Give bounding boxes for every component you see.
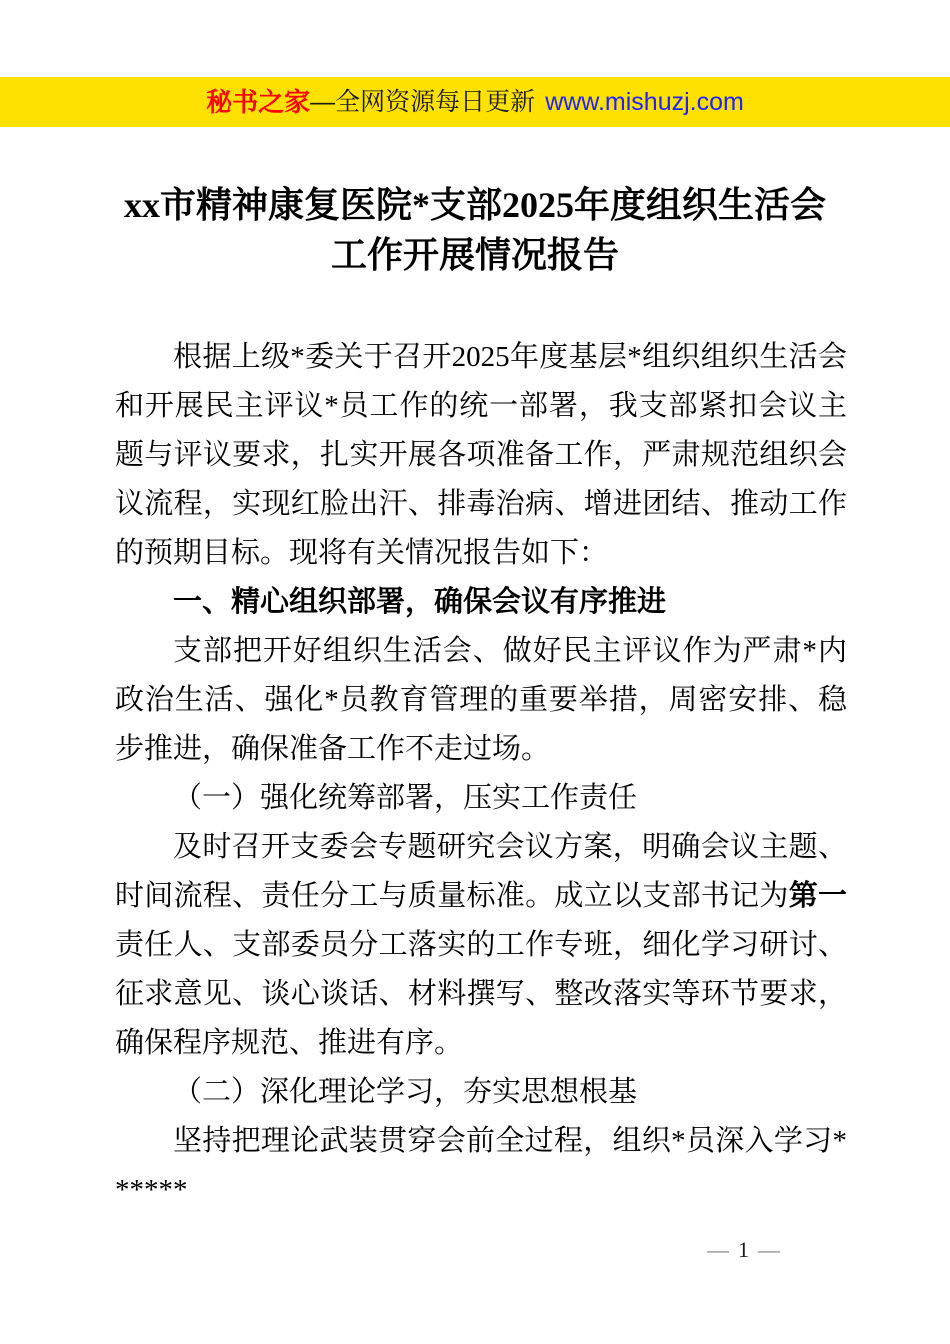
paragraph-subsection-1-2 <box>115 1117 847 1215</box>
paragraph-subsection-1-1 <box>115 823 847 1068</box>
header-banner <box>0 77 950 127</box>
document-title-line-1: xx市精神康复医院*支部2025年度组织生活会 <box>123 185 826 225</box>
footer-dash-right: — <box>758 1237 780 1262</box>
text-run: 支部把开好组织生活会、做好民主评议作为严肃*内政治生活、强化*员教育管理的重要举措，周密安排、稳步推进，确保准备工作不走过场。 <box>115 635 847 765</box>
paragraph-section-1 <box>115 627 847 774</box>
subsection-heading-1-1 <box>115 774 847 823</box>
banner-tagline: —全网资源每日更新 <box>310 88 536 116</box>
text-run: 及时召开支委会专题研究会议方案，明确会议主题、时间流程、责任分工与质量标准。成立以支部书记为 <box>115 831 847 912</box>
subsection-heading-1-2 <box>115 1068 847 1117</box>
text-run: 坚持把理论武装贯穿会前全过程，组织*员深入学习****** <box>115 1125 847 1206</box>
document-title <box>0 180 950 280</box>
text-run: 一、精心组织部署，确保会议有序推进 <box>173 586 667 618</box>
site-url-link[interactable]: www.mishuzj.com <box>545 88 744 116</box>
page-footer <box>0 1237 950 1263</box>
document-title-line-2: 工作开展情况报告 <box>330 235 619 275</box>
paragraph-intro <box>115 333 847 578</box>
text-run: （二）深化理论学习，夯实思想根基 <box>173 1076 638 1108</box>
document-body <box>115 333 847 1215</box>
site-brand: 秘书之家 <box>206 87 311 117</box>
section-heading-1 <box>115 578 847 627</box>
bold-run: 第一 <box>788 880 847 912</box>
text-run: 根据上级*委关于召开2025年度基层*组织组织生活会和开展民主评议*员工作的统一部署，我支部紧扣会议主题与评议要求，扎实开展各项准备工作，严肃规范组织会议流程，实现红脸出汗、排毒治病、增进团结、推动工作的预期目标。现将有关情况报告如下： <box>115 341 847 569</box>
page-number: 1 <box>738 1237 749 1262</box>
text-run: 责任人、支部委员分工落实的工作专班，细化学习研讨、征求意见、谈心谈话、材料撰写、整改落实等环节要求，确保程序规范、推进有序。 <box>115 929 847 1059</box>
text-run: （一）强化统筹部署，压实工作责任 <box>173 782 638 814</box>
footer-dash-left: — <box>707 1237 729 1262</box>
